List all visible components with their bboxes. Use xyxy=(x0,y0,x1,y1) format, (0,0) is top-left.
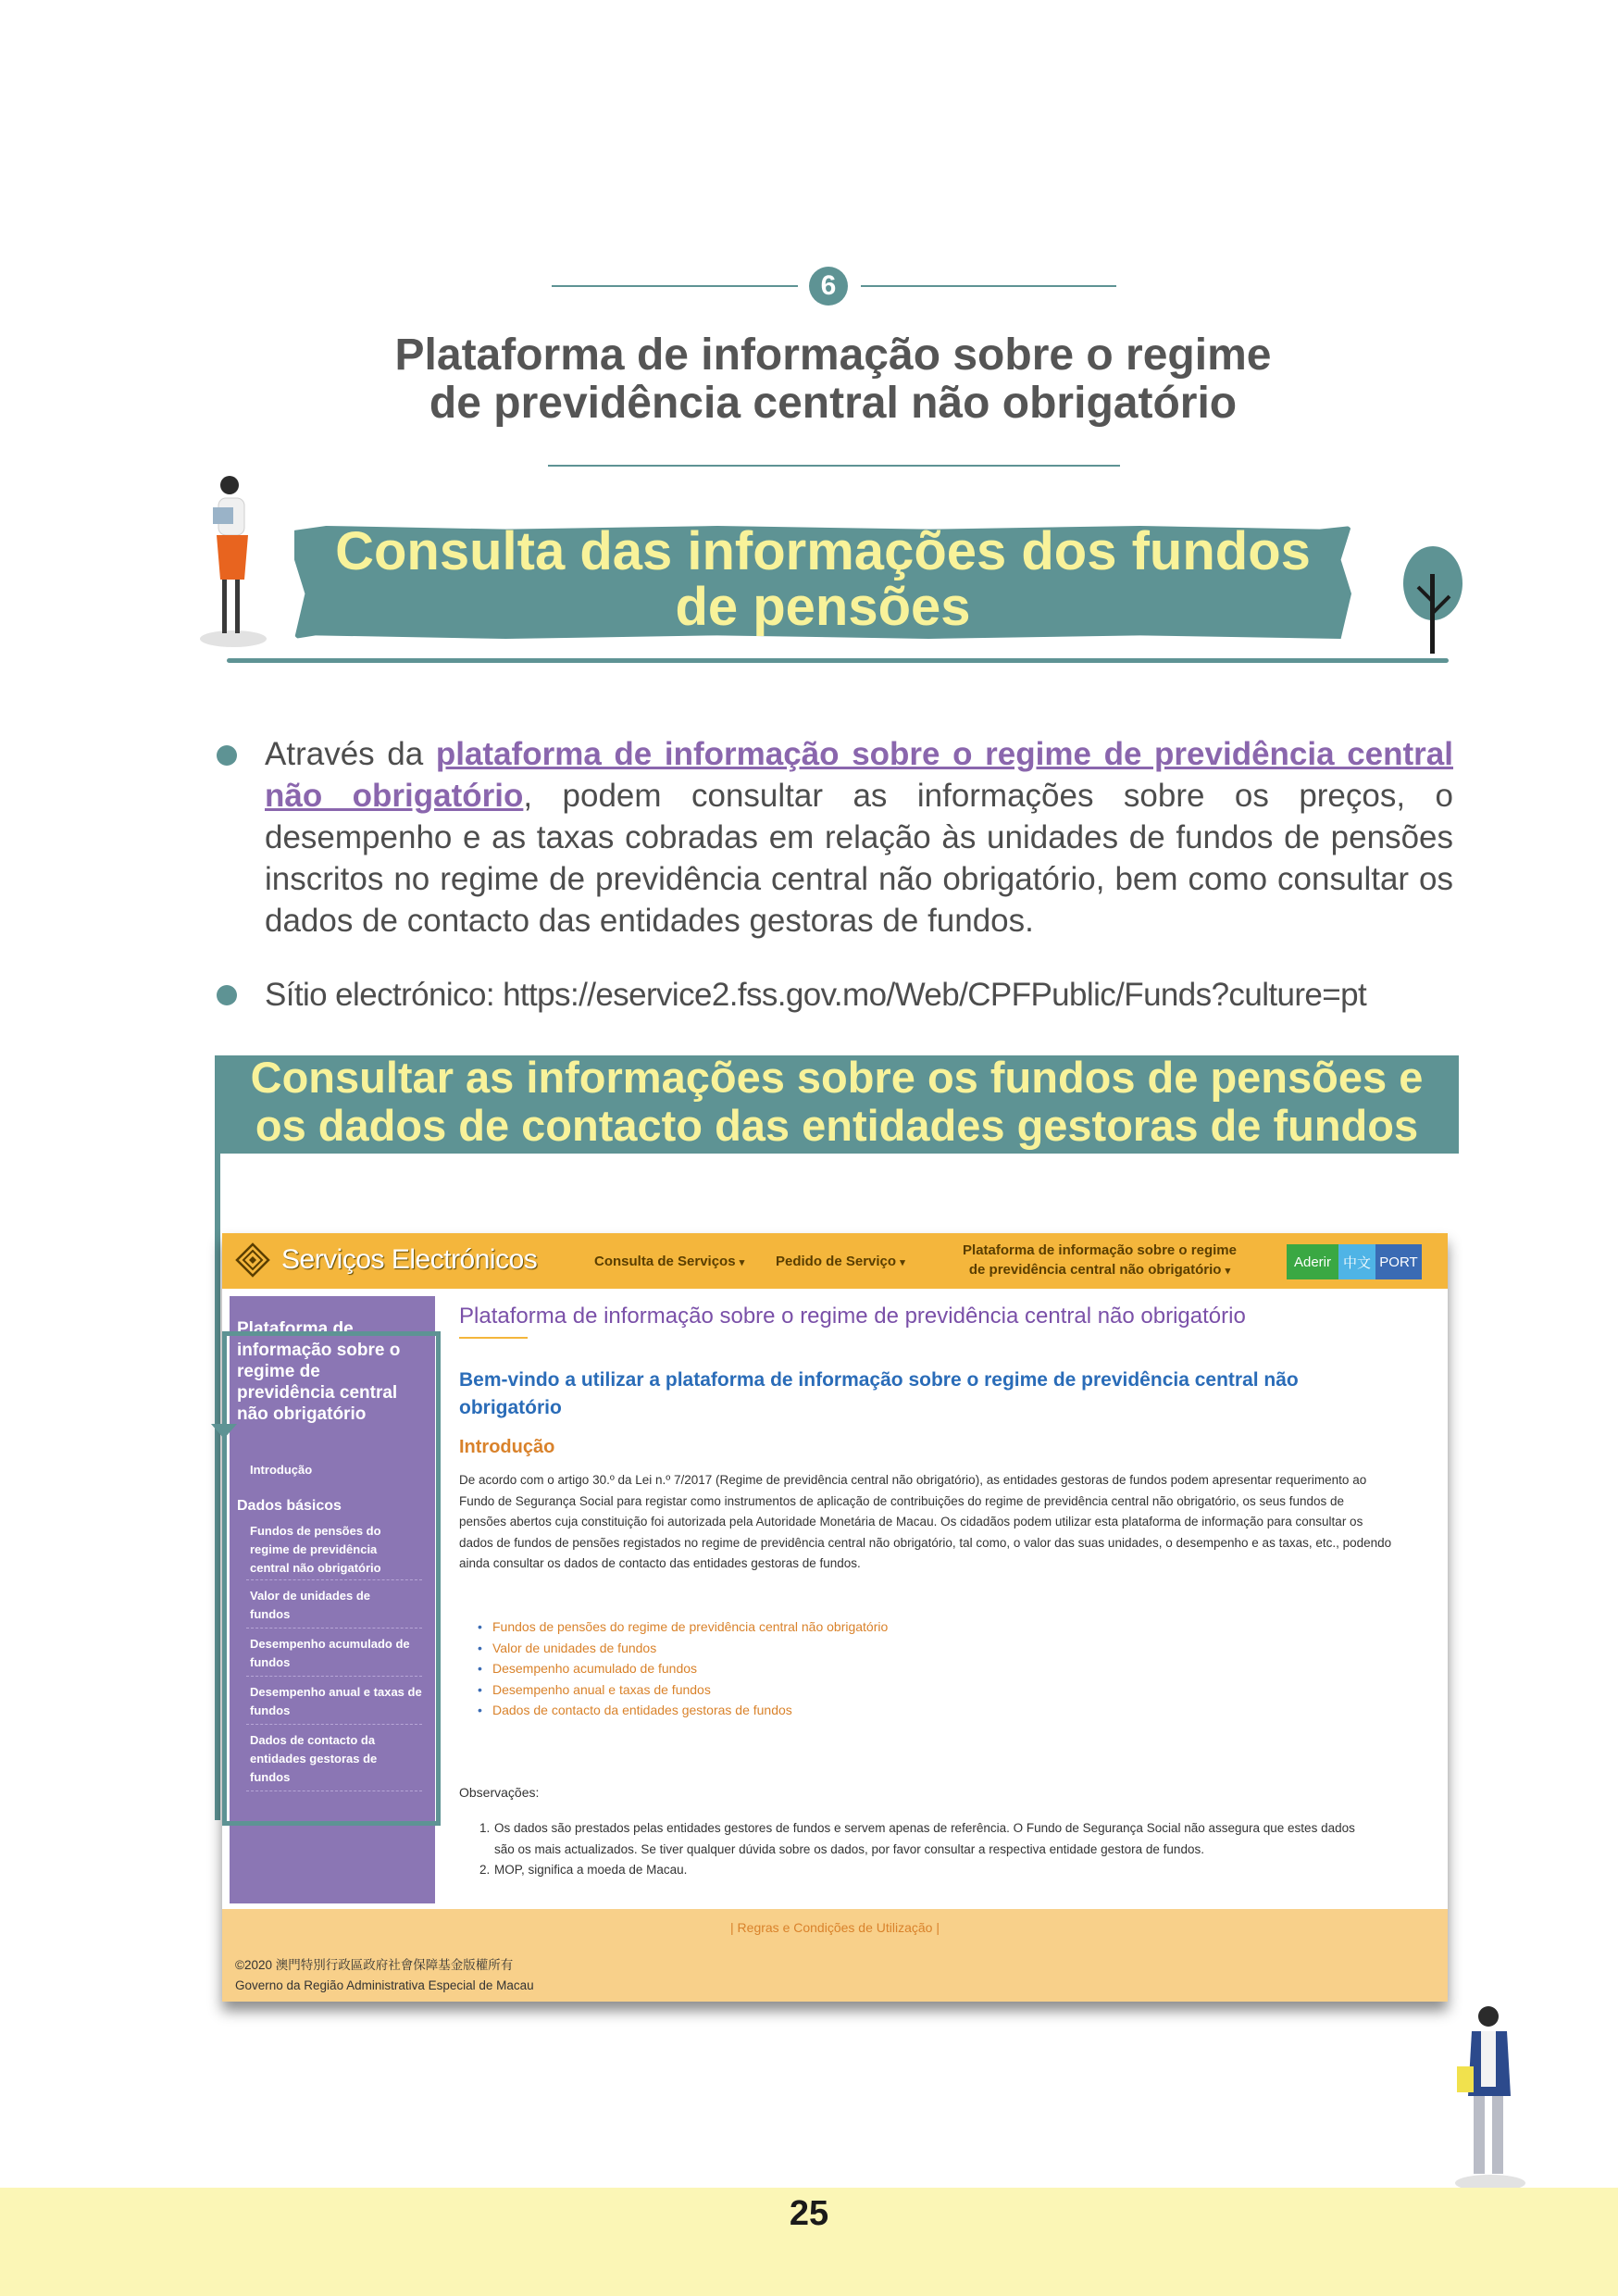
sidebar-item-funds[interactable]: Fundos de pensões do regime de previdência central não obrigatório xyxy=(250,1524,381,1575)
intro-paragraph xyxy=(265,733,1453,942)
sidebar-title[interactable]: Plataforma de informação sobre o regime de previdência central não obrigatório xyxy=(237,1319,401,1424)
observation-item xyxy=(479,1860,1368,1881)
footer-copyright xyxy=(235,1955,534,1996)
intro-text: De acordo com o artigo 30.º da Lei n.º 7/2017 (Regime de previdência central não obrigatório), as entidades gestoras de fundos podem apresentar requerimento ao Fundo de Segurança Social para registar como instrumentos de aplicação de contribuições do regime de previdência central não obrigatório, os seus fundos de pensões abertos cuja constituição foi autorizada pela Autoridade Monetária de Macau. Os cidadãos podem utilizar esta plataforma de informação para consultar os dados de fundos de pensões registados no regime de previdência central não obrigatório, tal como, o valor das suas unidades, o desempenho e as taxas, etc., podendo ainda consultar os dados de contacto das entidades gestoras de fundos. xyxy=(459,1473,1392,1570)
topic-banner-line1: Consulta das informações dos fundos xyxy=(335,521,1311,581)
section-rule-right xyxy=(861,285,1116,287)
man-with-folder-illustration xyxy=(1444,2000,1537,2194)
caption-title xyxy=(215,1054,1459,1150)
sidebar-heading-basic-data: Dados básicos xyxy=(237,1498,342,1514)
welcome-heading: Bem-vindo a utilizar a plataforma de informação sobre o regime de previdência central não obrigatório xyxy=(459,1369,1299,1418)
caret-down-icon: ▾ xyxy=(739,1257,745,1268)
link-annual-performance[interactable]: • Desempenho anual e taxas de fundos xyxy=(478,1679,888,1701)
nav-plataforma-line1: Plataforma de informação sobre o regime xyxy=(963,1242,1237,1258)
copyright-text: ©2020 澳門特別行政區政府社會保障基金版權所有 xyxy=(235,1958,514,1972)
observation-item xyxy=(479,1818,1368,1860)
observations-list xyxy=(479,1818,1368,1881)
section-number-badge: 6 xyxy=(809,267,848,306)
intro-heading: Introdução xyxy=(459,1437,555,1457)
topic-banner-line2: de pensões xyxy=(675,577,971,637)
main-page-title: Plataforma de informação sobre o regime de previdência central não obrigatório xyxy=(459,1304,1246,1329)
sidebar-highlight-frame xyxy=(222,1331,441,1826)
language-portuguese-button[interactable]: PORT xyxy=(1375,1244,1422,1279)
link-cumulative-performance[interactable]: • Desempenho acumulado de fundos xyxy=(478,1658,888,1679)
platform-link[interactable]: plataforma de informação sobre o regime de previdência central não obrigatório xyxy=(265,736,1453,814)
frame-pointer-arrow-icon xyxy=(211,1424,237,1439)
language-chinese-button[interactable]: 中文 xyxy=(1338,1244,1375,1279)
sidebar-item-annual-performance[interactable]: Desempenho anual e taxas de fundos xyxy=(250,1685,422,1717)
nav-consulta-label: Consulta de Serviços xyxy=(594,1254,736,1269)
topic-banner-title xyxy=(294,521,1351,637)
nav-plataforma-line2: de previdência central não obrigatório xyxy=(968,1262,1222,1278)
nav-consulta-servicos[interactable] xyxy=(594,1254,744,1269)
website-screenshot xyxy=(222,1233,1448,2002)
sidebar-item-cumulative-performance[interactable]: Desempenho acumulado de fundos xyxy=(250,1637,410,1669)
website-paragraph: Sítio electrónico: https://eservice2.fss.gov.mo/Web/CPFPublic/Funds?culture=pt xyxy=(265,977,1367,1013)
nav-pedido-servico[interactable] xyxy=(776,1254,905,1269)
nav-pedido-label: Pedido de Serviço xyxy=(776,1254,897,1269)
observation-number: 2. xyxy=(479,1863,491,1877)
observations-heading: Observações: xyxy=(459,1785,540,1800)
intro-prefix: Através da xyxy=(265,736,436,772)
link-contact-data[interactable]: • Dados de contacto da entidades gestoras de fundos xyxy=(478,1700,888,1721)
caret-down-icon: ▾ xyxy=(1225,1266,1231,1277)
government-text: Governo da Região Administrativa Especial de Macau xyxy=(235,1978,534,1992)
link-unit-value[interactable]: • Valor de unidades de fundos xyxy=(478,1638,888,1659)
sidebar-item-contact-data[interactable]: Dados de contacto da entidades gestoras de fundos xyxy=(250,1733,378,1784)
site-logo-icon[interactable] xyxy=(235,1242,270,1278)
woman-reading-illustration xyxy=(194,470,268,655)
terms-link[interactable]: | Regras e Condições de Utilização | xyxy=(730,1920,940,1935)
chapter-title-line1: Plataforma de informação sobre o regime xyxy=(394,331,1272,380)
page-number: 25 xyxy=(789,2194,829,2233)
tree-illustration xyxy=(1396,537,1466,659)
main-title-underline xyxy=(459,1337,528,1339)
sidebar-item-intro[interactable]: Introdução xyxy=(250,1463,313,1477)
intro-suffix: , podem consultar as informações sobre os preços, o desempenho e as taxas cobradas em relação às unidades de fundos de pensões inscritos no regime de previdência central não obrigatório, bem como consultar os dados de contacto das entidades gestoras de fundos. xyxy=(265,778,1453,939)
caret-down-icon: ▾ xyxy=(900,1257,905,1268)
title-underline xyxy=(548,465,1120,467)
funds-link-list xyxy=(478,1616,888,1721)
caption-connector-line xyxy=(215,1154,220,1820)
join-button[interactable]: Aderir xyxy=(1287,1244,1338,1279)
caption-line1: Consultar as informações sobre os fundos de pensões e xyxy=(250,1053,1424,1102)
bullet-dot-2 xyxy=(217,985,237,1005)
sidebar-item-unit-value[interactable]: Valor de unidades de fundos xyxy=(250,1589,371,1621)
caption-line2: os dados de contacto das entidades gestoras de fundos xyxy=(255,1101,1419,1150)
chapter-title xyxy=(278,331,1388,428)
bullet-dot-1 xyxy=(217,745,237,766)
observation-number: 1. xyxy=(479,1821,491,1835)
site-brand[interactable]: Serviços Electrónicos xyxy=(281,1244,538,1275)
nav-plataforma[interactable] xyxy=(942,1241,1257,1281)
chapter-title-line2: de previdência central não obrigatório xyxy=(429,379,1238,428)
section-rule-left xyxy=(552,285,798,287)
link-funds[interactable]: • Fundos de pensões do regime de previdência central não obrigatório xyxy=(478,1616,888,1638)
observation-text: MOP, significa a moeda de Macau. xyxy=(494,1863,688,1877)
observation-text: Os dados são prestados pelas entidades gestores de fundos e servem apenas de referência. O Fundo de Segurança Social não assegura que estes dados são os mais actualizados. Se tiver qualquer dúvida sobre os dados, por favor consultar a respectiva entidade gestora de fundos. xyxy=(494,1821,1355,1856)
banner-ground-line xyxy=(227,658,1449,663)
